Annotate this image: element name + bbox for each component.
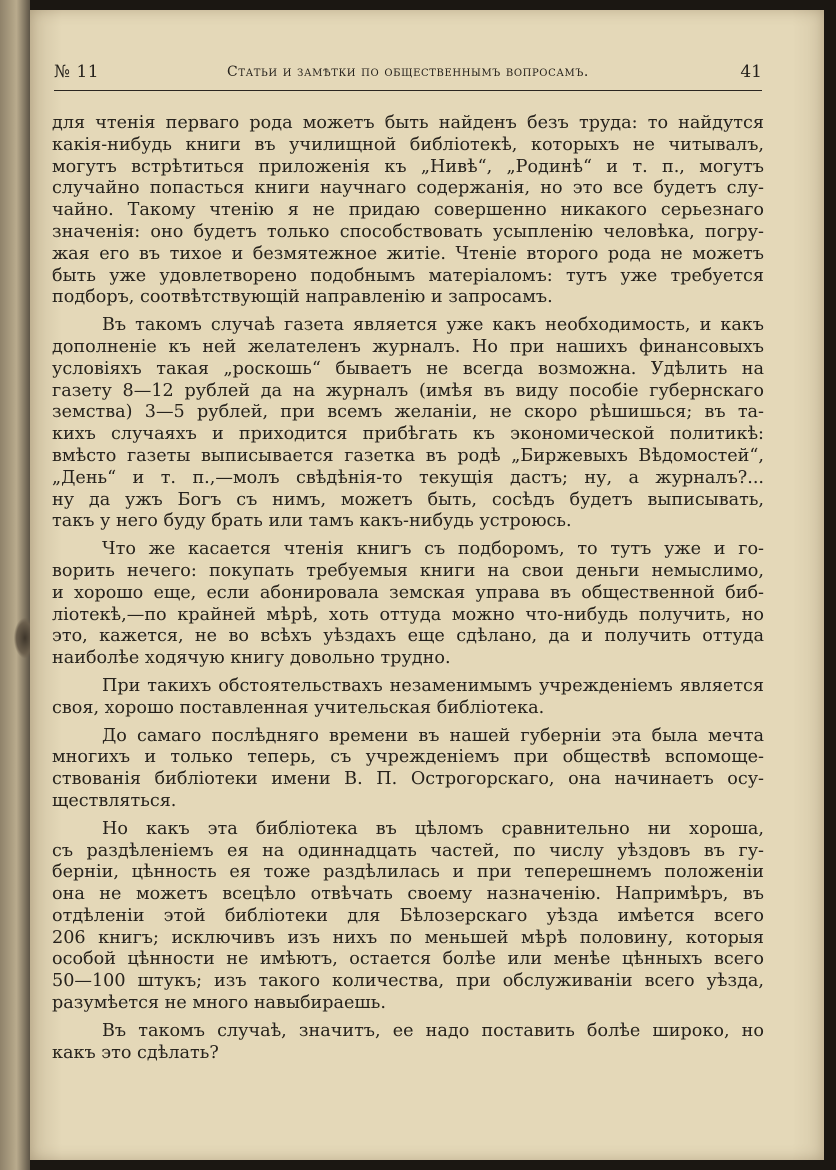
paragraph <box>52 726 764 813</box>
text-line: и хорошо еще, если абонировала земская управа въ общественной биб- <box>52 582 764 603</box>
text-line: быть уже удовлетворено подобнымъ матеріаломъ: тутъ уже требуется <box>52 265 764 286</box>
text-line: случайно попасться книги научнаго содержанія, но это все будетъ слу- <box>52 178 764 199</box>
text-line: наиболѣе ходячую книгу довольно трудно. <box>52 648 451 669</box>
text-line: она не можетъ всецѣло отвѣчать своему назначенію. Напримѣръ, въ <box>52 884 764 905</box>
text-line: Что же касается чтенія книгъ съ подборомъ, то тутъ уже и го- <box>102 539 764 560</box>
text-line: чайно. Такому чтенію я не придаю совершенно никакого серьезнаго <box>52 200 764 221</box>
paragraph <box>52 539 764 670</box>
paragraph <box>52 113 764 309</box>
paragraph <box>52 1021 764 1065</box>
text-line: ну да ужъ Богъ съ нимъ, можетъ быть, сосѣдъ будетъ выписывать, <box>52 489 764 510</box>
text-line: земства) 3—5 рублей, при всемъ желаніи, не скоро рѣшишься; въ та- <box>52 402 764 423</box>
text-line: подборъ, соотвѣтствующій направленію и запросамъ. <box>52 287 553 308</box>
paragraph <box>52 676 764 720</box>
running-header <box>54 60 762 91</box>
text-line: Въ такомъ случаѣ газета является уже какъ необходимость, и какъ <box>102 315 764 336</box>
text-line: такъ у него буду брать или тамъ какъ-нибудь устроюсь. <box>52 511 572 532</box>
text-line: могутъ встрѣтиться приложенія къ „Нивѣ“, „Родинѣ“ и т. п., могутъ <box>52 156 764 177</box>
text-line: дополненіе къ ней желателенъ журналъ. Но при нашихъ финансовыхъ <box>52 336 764 357</box>
text-line: для чтенія перваго рода можетъ быть найденъ безъ труда: то найдутся <box>52 113 764 133</box>
text-line: особой цѣнности не имѣютъ, остается болѣе или менѣе цѣнныхъ всего <box>52 949 764 970</box>
running-title: Статьи и замѣтки по общественнымъ вопросамъ. <box>227 64 589 80</box>
text-line: условіяхъ такая „роскошь“ бываетъ не всегда возможна. Удѣлить на <box>52 358 764 379</box>
text-line: 206 книгъ; исключивъ изъ нихъ по меньшей мѣрѣ половину, которыя <box>52 927 764 948</box>
text-line: 50—100 штукъ; изъ такого количества, при обслуживаніи всего уѣзда, <box>52 971 764 992</box>
article-body <box>52 113 764 1064</box>
text-line: вмѣсто газеты выписывается газетка въ родѣ „Биржевыхъ Вѣдомостей“, <box>52 445 764 466</box>
text-line: берніи, цѣнность ея тоже раздѣлилась и при теперешнемъ положеніи <box>52 862 764 883</box>
text-line: газету 8—12 рублей да на журналъ (имѣя въ виду пособіе губернскаго <box>52 380 764 401</box>
text-line: Но какъ эта библіотека въ цѣломъ сравнительно ни хороша, <box>102 818 764 839</box>
text-line: ствованія библіотеки имени В. П. Острогорскаго, она начинаетъ осу- <box>52 769 764 790</box>
text-line: ществляться. <box>52 790 177 811</box>
text-line: своя, хорошо поставленная учительская библіотека. <box>52 697 545 718</box>
text-line: кихъ случаяхъ и приходится прибѣгать къ экономической политикѣ: <box>52 424 764 445</box>
text-line: значенія: оно будетъ только способствовать усыпленію человѣка, погру- <box>52 221 764 242</box>
text-line: Въ такомъ случаѣ, значитъ, ее надо поставить болѣе широко, но <box>102 1020 764 1041</box>
text-line: ліотекѣ,—по крайней мѣрѣ, хоть оттуда можно что-нибудь получить, но <box>52 604 764 625</box>
paragraph <box>52 819 764 1015</box>
issue-number: № 11 <box>54 62 100 82</box>
text-line: какъ это сдѣлать? <box>52 1042 219 1063</box>
paragraph <box>52 315 764 533</box>
page-number: 41 <box>740 62 762 82</box>
text-line: ворить нечего: покупать требуемыя книги на свои деньги немыслимо, <box>52 560 764 581</box>
text-line: многихъ и только теперь, съ учрежденіемъ при обществѣ вспомоще- <box>52 747 764 768</box>
text-line: разумѣется не много навыбираешь. <box>52 993 386 1014</box>
text-line: „День“ и т. п.,—молъ свѣдѣнія-то текущія дастъ; ну, а журналъ?... <box>52 467 764 488</box>
text-line: жая его въ тихое и безмятежное житіе. Чтеніе второго рода не можетъ <box>52 243 764 264</box>
text-line: съ раздѣленіемъ ея на одиннадцать частей, по числу уѣздовъ въ гу- <box>52 840 764 861</box>
text-line: При такихъ обстоятельствахъ незаменимымъ учрежденіемъ является <box>102 675 764 696</box>
text-line: До самаго послѣдняго времени въ нашей губерніи эта была мечта <box>102 725 764 746</box>
text-line: какія-нибудь книги въ училищной библіотекѣ, которыхъ не читывалъ, <box>52 134 764 155</box>
adjacent-page-edge <box>0 0 30 1170</box>
text-line: это, кажется, не во всѣхъ уѣздахъ еще сдѣлано, да и получить оттуда <box>52 626 764 647</box>
text-line: отдѣленіи этой библіотеки для Бѣлозерскаго уѣзда имѣется всего <box>52 905 764 926</box>
